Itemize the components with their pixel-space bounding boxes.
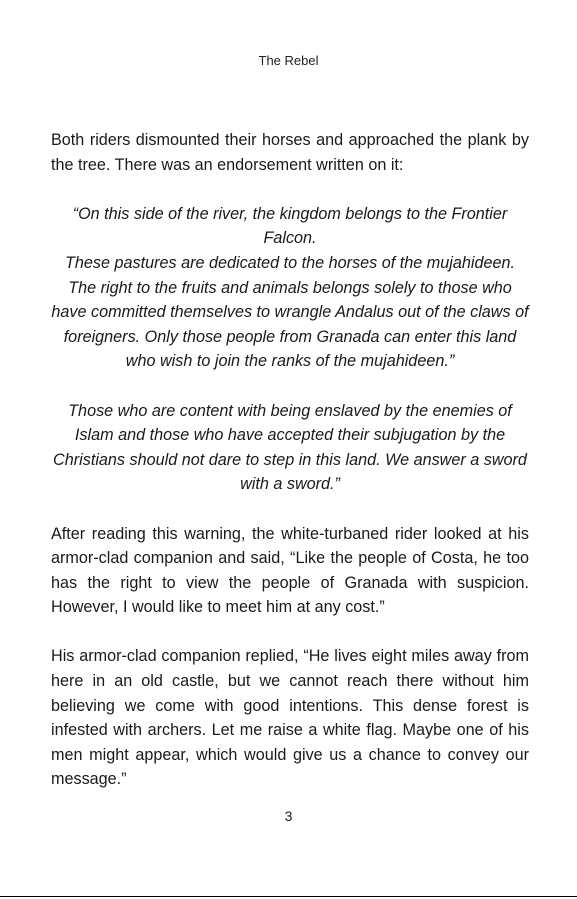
- paragraph-companion-reply: His armor-clad companion replied, “He lives eight miles away from here in an old castle, but we cannot reach there without him believing we come with good intentions. This dense forest is infested with archers. Let me raise a white flag. Maybe one of his men might appear, which would give us a chance to convey our message.”: [51, 647, 529, 789]
- quote-opening: “On this side of the river, the kingdom belongs to the Frontier Falcon.: [72, 204, 508, 248]
- quote-pastures: These pastures are dedicated to the horses of the mujahideen. The right to the fruits and animals belongs solely to those who have committed themselves to wrangle Andalus out of the claws of foreigners. Only those people from Granada can enter this land who wish to join the ranks of the mujahideen.”: [51, 253, 529, 371]
- body-text: [51, 128, 529, 792]
- running-title: The Rebel: [258, 53, 319, 68]
- bottom-rule: [0, 896, 577, 897]
- page-number: 3: [284, 808, 293, 824]
- paragraph-intro: Both riders dismounted their horses and approached the plank by the tree. There was an endorsement written on it:: [51, 131, 529, 174]
- paragraph-reading-warning: After reading this warning, the white-turbaned rider looked at his armor-clad companion and said, “Like the people of Costa, he too has the right to view the people of Granada with suspicion. However, I would like to meet him at any cost.”: [51, 524, 529, 617]
- quote-warning: Those who are content with being enslaved by the enemies of Islam and those who have accepted their subjugation by the Christians should not dare to step in this land. We answer a sword with a sword.”: [53, 401, 527, 494]
